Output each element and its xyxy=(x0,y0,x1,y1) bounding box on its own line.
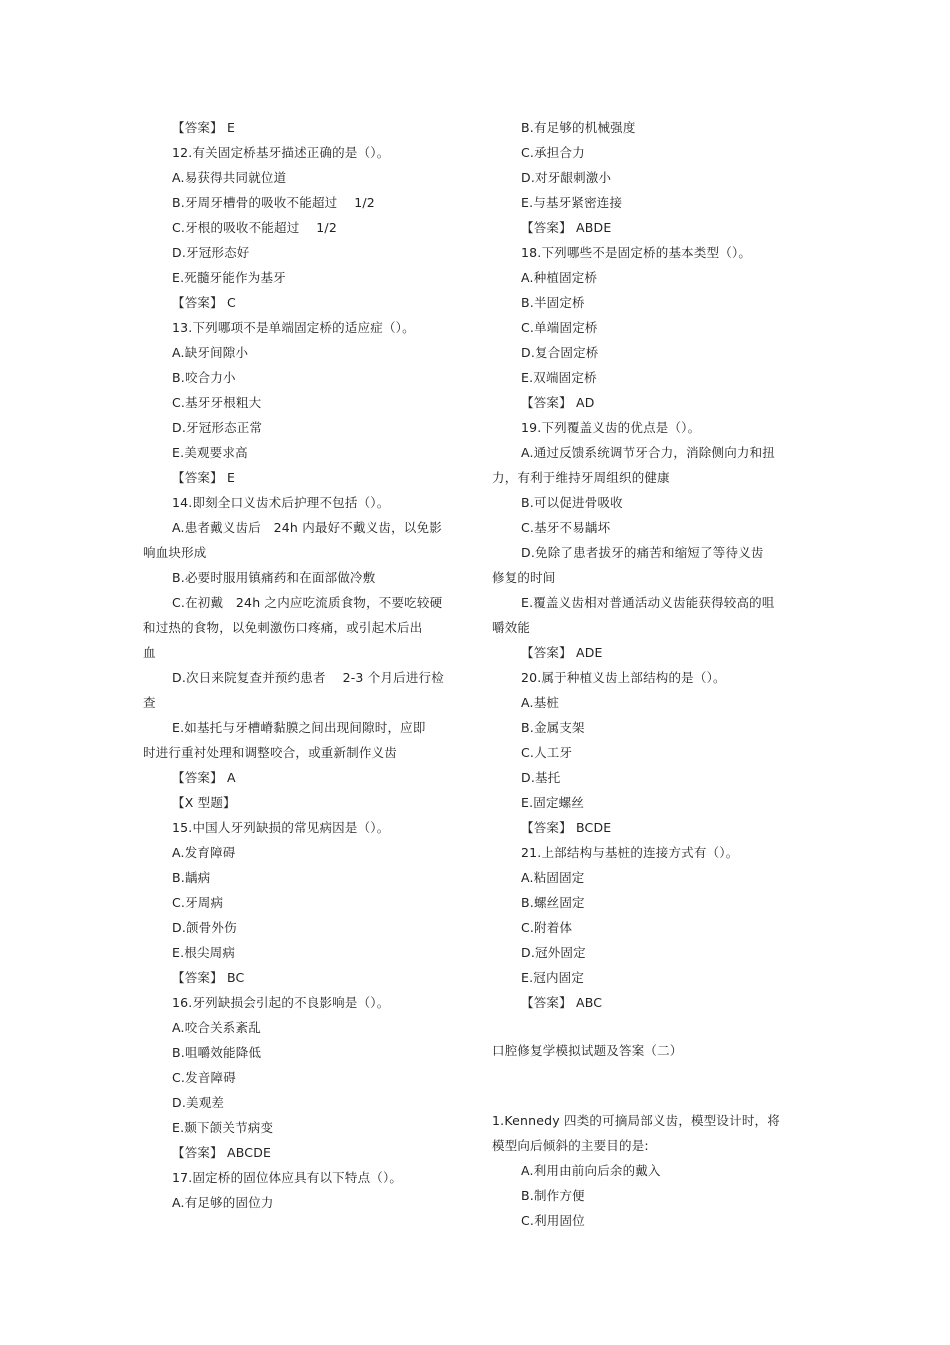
text-line: 和过热的食物，以免刺激伤口疼痛，或引起术后出 xyxy=(143,620,423,635)
option-line: A.缺牙间隙小 xyxy=(172,345,249,360)
option-line: D.免除了患者拔牙的痛苦和缩短了等待义齿 xyxy=(521,545,764,560)
option-line: B.牙周牙槽骨的吸收不能超过 1/2 xyxy=(172,195,375,210)
option-line: C.单端固定桥 xyxy=(521,320,598,335)
option-line: B.可以促进骨吸收 xyxy=(521,495,623,510)
spacer xyxy=(492,1015,792,1038)
option-line: D.次日来院复查并预约患者 2-3 个月后进行检 xyxy=(172,670,444,685)
option-line: E.固定螺丝 xyxy=(521,795,585,810)
option-line: B.金属支架 xyxy=(521,720,585,735)
question-line: 16.牙列缺损会引起的不良影响是（）。 xyxy=(172,995,390,1010)
answer-line: 【答案】 BC xyxy=(172,970,245,985)
option-line: A.利用由前向后余的戴入 xyxy=(521,1163,661,1178)
option-line: B.制作方便 xyxy=(521,1188,585,1203)
answer-line: 【答案】 ABDE xyxy=(521,220,612,235)
option-line: B.龋病 xyxy=(172,870,211,885)
text-line: 查 xyxy=(143,695,156,710)
question-line: 17.固定桥的固位体应具有以下特点（）。 xyxy=(172,1170,403,1185)
question-line: 15.中国人牙列缺损的常见病因是（）。 xyxy=(172,820,390,835)
text-line: 时进行重衬处理和调整咬合，或重新制作义齿 xyxy=(143,745,398,760)
option-line: B.咬合力小 xyxy=(172,370,236,385)
answer-line: 【答案】 A xyxy=(172,770,236,785)
option-line: B.螺丝固定 xyxy=(521,895,585,910)
option-line: A.基桩 xyxy=(521,695,560,710)
text-line: 血 xyxy=(143,645,156,660)
option-line: E.与基牙紧密连接 xyxy=(521,195,623,210)
text-line: 力，有利于维持牙周组织的健康 xyxy=(492,470,670,485)
document-heading: 口腔修复学模拟试题及答案（二） xyxy=(492,1043,683,1058)
option-line: A.咬合关系紊乱 xyxy=(172,1020,261,1035)
option-line: E.根尖周病 xyxy=(172,945,236,960)
spacer xyxy=(492,1063,792,1108)
option-line: E.死髓牙能作为基牙 xyxy=(172,270,286,285)
option-line: E.双端固定桥 xyxy=(521,370,597,385)
answer-line: 【答案】 AD xyxy=(521,395,595,410)
answer-line: 【答案】 E xyxy=(172,120,236,135)
option-line: C.在初戴 24h 之内应吃流质食物，不要吃较硬 xyxy=(172,595,443,610)
text-line: 响血块形成 xyxy=(143,545,207,560)
answer-line: 【答案】 ABC xyxy=(521,995,603,1010)
answer-line: 【答案】 C xyxy=(172,295,236,310)
option-line: A.发育障碍 xyxy=(172,845,236,860)
question-line: 13.下列哪项不是单端固定桥的适应症（）。 xyxy=(172,320,415,335)
option-line: E.美观要求高 xyxy=(172,445,248,460)
option-line: A.通过反馈系统调节牙合力，消除侧向力和扭 xyxy=(521,445,776,460)
question-line: 21.上部结构与基桩的连接方式有（）。 xyxy=(521,845,739,860)
option-line: A.种植固定桥 xyxy=(521,270,598,285)
question-line: 20.属于种植义齿上部结构的是（）。 xyxy=(521,670,726,685)
option-line: E.颞下颌关节病变 xyxy=(172,1120,274,1135)
option-line: D.基托 xyxy=(521,770,561,785)
question-line: 18.下列哪些不是固定桥的基本类型（）。 xyxy=(521,245,752,260)
option-line: B.半固定桥 xyxy=(521,295,585,310)
option-line: E.覆盖义齿相对普通活动义齿能获得较高的咀 xyxy=(521,595,775,610)
option-line: B.有足够的机械强度 xyxy=(521,120,636,135)
option-line: C.牙周病 xyxy=(172,895,224,910)
option-line: C.发音障碍 xyxy=(172,1070,236,1085)
option-line: D.冠外固定 xyxy=(521,945,586,960)
option-line: C.基牙牙根粗大 xyxy=(172,395,262,410)
option-line: C.牙根的吸收不能超过 1/2 xyxy=(172,220,337,235)
option-line: D.牙冠形态正常 xyxy=(172,420,263,435)
option-line: E.如基托与牙槽嵴黏膜之间出现间隙时，应即 xyxy=(172,720,426,735)
question-line: 12.有关固定桥基牙描述正确的是（）。 xyxy=(172,145,390,160)
option-line: E.冠内固定 xyxy=(521,970,585,985)
option-line: C.基牙不易龋坏 xyxy=(521,520,611,535)
option-line: A.易获得共同就位道 xyxy=(172,170,287,185)
option-line: B.咀嚼效能降低 xyxy=(172,1045,262,1060)
option-line: B.必要时服用镇痛药和在面部做冷敷 xyxy=(172,570,376,585)
answer-line: 【答案】 BCDE xyxy=(521,820,612,835)
answer-line: 【答案】 ADE xyxy=(521,645,603,660)
option-line: C.承担合力 xyxy=(521,145,585,160)
option-line: A.粘固固定 xyxy=(521,870,585,885)
text-line: 模型向后倾斜的主要目的是: xyxy=(492,1138,649,1153)
text-line: 嚼效能 xyxy=(492,620,531,635)
section-heading: 【X 型题】 xyxy=(172,795,236,810)
question-line: 14.即刻全口义齿术后护理不包括（）。 xyxy=(172,495,390,510)
question-line: 19.下列覆盖义齿的优点是（）。 xyxy=(521,420,701,435)
option-line: D.美观差 xyxy=(172,1095,225,1110)
option-line: C.附着体 xyxy=(521,920,573,935)
answer-line: 【答案】 ABCDE xyxy=(172,1145,272,1160)
option-line: D.牙冠形态好 xyxy=(172,245,250,260)
question-line: 1.Kennedy 四类的可摘局部义齿，模型设计时，将 xyxy=(492,1113,780,1128)
option-line: D.复合固定桥 xyxy=(521,345,599,360)
right-column xyxy=(492,115,792,1233)
text-line: 修复的时间 xyxy=(492,570,556,585)
option-line: A.有足够的固位力 xyxy=(172,1195,274,1210)
left-column xyxy=(143,115,458,1215)
answer-line: 【答案】 E xyxy=(172,470,236,485)
option-line: C.人工牙 xyxy=(521,745,573,760)
option-line: C.利用固位 xyxy=(521,1213,585,1228)
option-line: D.对牙龈刺激小 xyxy=(521,170,612,185)
option-line: D.颌骨外伤 xyxy=(172,920,237,935)
option-line: A.患者戴义齿后 24h 内最好不戴义齿，以免影 xyxy=(172,520,442,535)
